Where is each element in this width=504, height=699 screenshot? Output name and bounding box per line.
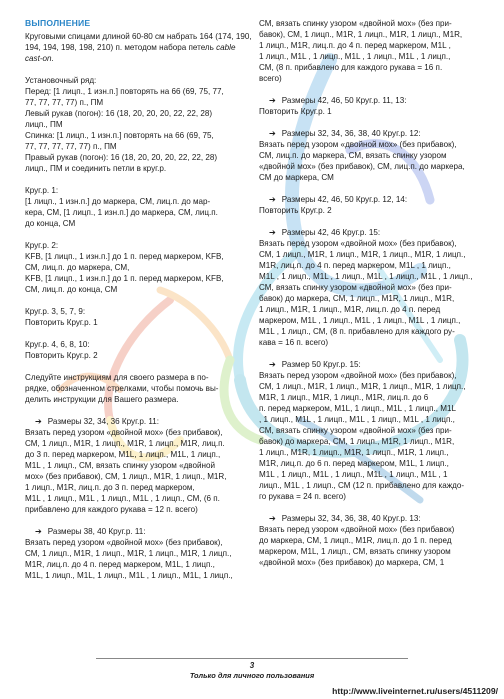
size-block-32-40-r12 [259, 128, 485, 183]
arrow-right-icon: ➔ [269, 129, 276, 138]
round46810-block [25, 339, 253, 361]
text-line: M1R, лиц.п. до 4 п. перед маркером, M1L, 1 лицп., [25, 560, 215, 569]
round1-block [25, 185, 253, 229]
text-line: СМ до маркера, СМ [259, 173, 334, 182]
text-line: делить инструкции для Вашего размера. [25, 395, 179, 404]
size-heading [269, 513, 485, 524]
round3579-text: Повторить Круг.р. 1 [25, 318, 98, 327]
text-line: Вязать перед узором «двойной мох» (без прибавок), [25, 428, 223, 437]
text-line: бавок) до маркера, СМ, 1 лицп., M1R, 1 лицп., M1R, [259, 294, 455, 303]
footer-note: Только для личного пользования [189, 671, 315, 680]
text-line: Вязать перед узором «двойной мох» (без прибавок), [259, 140, 457, 149]
text-line: KFB, [1 лицп., 1 изн.п.] до 1 п. перед маркером, KFB, [25, 252, 224, 261]
text-line: кера, СМ, [1 лицп., 1 изн.п.] до маркера, СМ, лиц.п. [25, 208, 218, 217]
left-column [25, 18, 253, 592]
text-line: маркером, M1L , 1 лицп., M1L , 1 лицп., M1L , 1 лицп., [259, 316, 461, 325]
size-heading [269, 194, 485, 205]
arrow-right-icon: ➔ [269, 96, 276, 105]
text-line: СМ, 1 лицп., M1R, 1 лицп., M1R, 1 лицп., M1R, 1 лицп., [259, 250, 466, 259]
round46810-text: Повторить Круг.р. 2 [25, 351, 98, 360]
arrow-right-icon: ➔ [269, 514, 276, 523]
text-line: Вязать перед узором «двойной мох» (без прибавок), [259, 371, 457, 380]
intro-method: cable cast-on [25, 43, 236, 63]
size-title: Размеры 42, 46 Круг.р. 15: [281, 228, 381, 237]
text-line: до 3 п. перед маркером, M1L, 1 лицп., M1L, 1 лицп., [25, 450, 221, 459]
setup-block [25, 75, 253, 174]
size-title: Размеры 32, 34, 36 Круг.р. 11: [47, 417, 159, 426]
text-line: кава = 16 п. всего) [259, 338, 329, 347]
text-line: п. перед маркером, M1L, 1 лицп., M1L , 1 лицп., M1L [259, 404, 457, 413]
size-title: Размеры 42, 46, 50 Круг.р. 11, 13: [281, 96, 407, 105]
text-line: 77, 77, 77, 77, 77) п., ПМ [25, 142, 117, 151]
text-line: , 1 лицп., M1L , 1 лицп., M1L , 1 лицп., M1L , 1 лицп., [259, 415, 455, 424]
text-line: СМ, лиц.п. до конца, СМ [25, 285, 118, 294]
intro-text: Круговыми спицами длиной 60-80 см набрать 164 (174, 190, 194, 194, 198, 198, 210) п. методом набора петель [25, 32, 252, 52]
text-line: M1R, 1 лицп., M1R, 1 лицп., M1R, лиц.п. до 6 [259, 393, 429, 402]
arrow-right-icon: ➔ [35, 527, 42, 536]
text-line: M1L , 1 лицп., M1L , 1 лицп., M1L , 1 лицп., M1L , 1 [259, 470, 448, 479]
size-heading [269, 359, 485, 370]
text-line: M1R, лиц.п. до 6 п. перед маркером, M1L, 1 лицп., [259, 459, 449, 468]
text-line: маркером, M1L, 1 лицп., СМ, вязать спинку узором [259, 547, 451, 556]
round2-title: Круг.р. 2: [25, 241, 59, 250]
continuation-block [259, 18, 485, 84]
arrow-right-icon: ➔ [35, 417, 42, 426]
size-title: Размеры 32, 34, 36, 38, 40 Круг.р. 13: [281, 514, 421, 523]
text-line: мох» (без прибавок), СМ, 1 лицп., M1R, 1 лицп., M1R, [25, 472, 227, 481]
footer-divider [96, 658, 408, 659]
round3579-block [25, 306, 253, 328]
size-block-42-50-b [259, 194, 485, 216]
text-line: го рукава = 24 п. всего) [259, 492, 346, 501]
text-line: бавок), СМ, 1 лицп., M1R, 1 лицп., M1R, 1 лицп., M1R, [259, 30, 463, 39]
size-title: Размеры 42, 46, 50 Круг.р. 12, 14: [281, 195, 408, 204]
text-line: Левый рукав (погон): 16 (18, 20, 20, 20, 22, 22, 28) [25, 109, 213, 118]
text-line: M1L , 1 лицп., M1L , 1 лицп., M1L , 1 лицп., M1L , 1 лицп., [259, 272, 473, 281]
text-line: прибавлено для каждого рукава = 12 п. всего) [25, 505, 198, 514]
text-line: Повторить Круг.р. 1 [259, 107, 332, 116]
text-line: M1R, лиц.п. до 4 п. перед маркером, M1L , 1 лицп., [259, 261, 451, 270]
size-title: Размер 50 Круг.р. 15: [281, 360, 361, 369]
text-line: до маркера, СМ, 1 лицп., M1R, лиц.п. до 1 п. перед [259, 536, 452, 545]
size-block-32-40-r13 [259, 513, 485, 568]
text-line: Правый рукав (погон): 16 (18, 20, 20, 20, 22, 22, 28) [25, 153, 218, 162]
setup-title: Установочный ряд: [25, 76, 97, 85]
follow-instructions [25, 372, 253, 405]
round2-block [25, 240, 253, 295]
arrow-right-icon: ➔ [269, 360, 276, 369]
intro-paragraph [25, 31, 253, 64]
text-line: 1 лицп., M1R, 1 лицп., M1R, 1 лицп., M1R, 1 лицп., [259, 448, 449, 457]
text-line: 1 лицп., M1R, лиц.п. до 3 п. перед маркером, [25, 483, 195, 492]
text-line: лицп., ПМ [25, 120, 63, 129]
size-block-50 [259, 359, 485, 502]
text-line: СМ, (8 п. прибавлено для каждого рукава = 16 п. [259, 63, 443, 72]
text-line: СМ, 1 лицп., M1R, 1 лицп., M1R, 1 лицп., M1R, лиц.п. [25, 439, 225, 448]
text-line: M1L , 1 лицп., M1L , 1 лицп., M1L , 1 лицп., СМ, (6 п. [25, 494, 220, 503]
text-line: лицп., M1L , 1 лицп., СМ (12 п. прибавлено для каждо- [259, 481, 465, 490]
round1-title: Круг.р. 1: [25, 186, 59, 195]
size-block-42-50-a [259, 95, 485, 117]
size-heading [269, 95, 485, 106]
text-line: Вязать перед узором «двойной мох» (без прибавок), [259, 239, 457, 248]
text-line: 1 лицп., M1R, лиц.п. до 4 п. перед маркером, M1L , [259, 41, 451, 50]
page-number: 3 [249, 661, 255, 670]
size-title: Размеры 32, 34, 36, 38, 40 Круг.р. 12: [281, 129, 421, 138]
arrow-right-icon: ➔ [269, 228, 276, 237]
intro-end: . [51, 54, 54, 63]
text-line: «двойной мох» (без прибавок), СМ, лиц.п. до маркера, [259, 162, 465, 171]
arrow-right-icon: ➔ [269, 195, 276, 204]
size-block-42-46 [259, 227, 485, 348]
text-line: Следуйте инструкциям для своего размера в по- [25, 373, 209, 382]
text-line: до конца, СМ [25, 219, 76, 228]
round3579-title: Круг.р. 3, 5, 7, 9: [25, 307, 86, 316]
text-line: Вязать перед узором «двойной мох» (без прибавок) [259, 525, 455, 534]
text-line: СМ, 1 лицп., M1R, 1 лицп., M1R, 1 лицп., M1R, 1 лицп., [25, 549, 232, 558]
text-line: KFB, [1 лицп., 1 изн.п.] до 1 п. перед маркером, KFB, [25, 274, 224, 283]
size-block-38-40 [25, 526, 253, 581]
text-line: СМ, вязать спинку узором «двойной мох» (без при- [259, 426, 452, 435]
text-line: «двойной мох» (без прибавок) до маркера, СМ, 1 [259, 558, 445, 567]
text-line: M1L , 1 лицп., СМ, вязать спинку узором «двойной [25, 461, 216, 470]
size-heading [269, 128, 485, 139]
text-line: бавок) до маркера, СМ, 1 лицп., M1R, 1 лицп., M1R, [259, 437, 455, 446]
size-heading [35, 526, 253, 537]
text-line: лицп., ПМ и соединить петли в круг.р. [25, 164, 167, 173]
text-line: M1L, 1 лицп., M1L, 1 лицп., M1L , 1 лицп., M1L, 1 лицп., [25, 571, 233, 580]
source-url-watermark: http://www.liveinternet.ru/users/4511209/ [332, 686, 498, 696]
text-line: Перед: [1 лицп., 1 изн.п.] повторять на 66 (69, 75, 77, [25, 87, 224, 96]
text-line: Вязать перед узором «двойной мох» (без прибавок), [25, 538, 223, 547]
right-column [259, 18, 485, 579]
text-line: Спинка: [1 лицп., 1 изн.п.] повторять на 66 (69, 75, [25, 131, 214, 140]
text-line: 1 лицп., M1L , 1 лицп., M1L , 1 лицп., M1L , 1 лицп., [259, 52, 451, 61]
text-line: [1 лицп., 1 изн.п.] до маркера, СМ, лиц.п. до мар- [25, 197, 211, 206]
text-line: СМ, лиц.п. до маркера, СМ, [25, 263, 130, 272]
text-line: всего) [259, 74, 282, 83]
size-heading [269, 227, 485, 238]
text-line: Повторить Круг.р. 2 [259, 206, 332, 215]
text-line: СМ, вязать спинку узором «двойной мох» (без при- [259, 283, 452, 292]
size-heading [35, 416, 253, 427]
text-line: 77, 77, 77, 77) п., ПМ [25, 98, 104, 107]
size-title: Размеры 38, 40 Круг.р. 11: [47, 527, 146, 536]
text-line: 1 лицп., M1R, 1 лицп., M1R, лиц.п. до 4 п. перед [259, 305, 441, 314]
text-line: СМ, вязать спинку узором «двойной мох» (без при- [259, 19, 452, 28]
section-heading: ВЫПОЛНЕНИЕ [25, 18, 91, 28]
text-line: M1L , 1 лицп., СМ, (8 п. прибавлено для каждого ру- [259, 327, 455, 336]
text-line: СМ, лиц.п. до маркера, СМ, вязать спинку узором [259, 151, 447, 160]
size-block-32-36 [25, 416, 253, 515]
round46810-title: Круг.р. 4, 6, 8, 10: [25, 340, 90, 349]
text-line: СМ, 1 лицп., M1R, 1 лицп., M1R, 1 лицп., M1R, 1 лицп., [259, 382, 466, 391]
text-line: рядке, обозначенном стрелками, чтобы помочь вы- [25, 384, 219, 393]
